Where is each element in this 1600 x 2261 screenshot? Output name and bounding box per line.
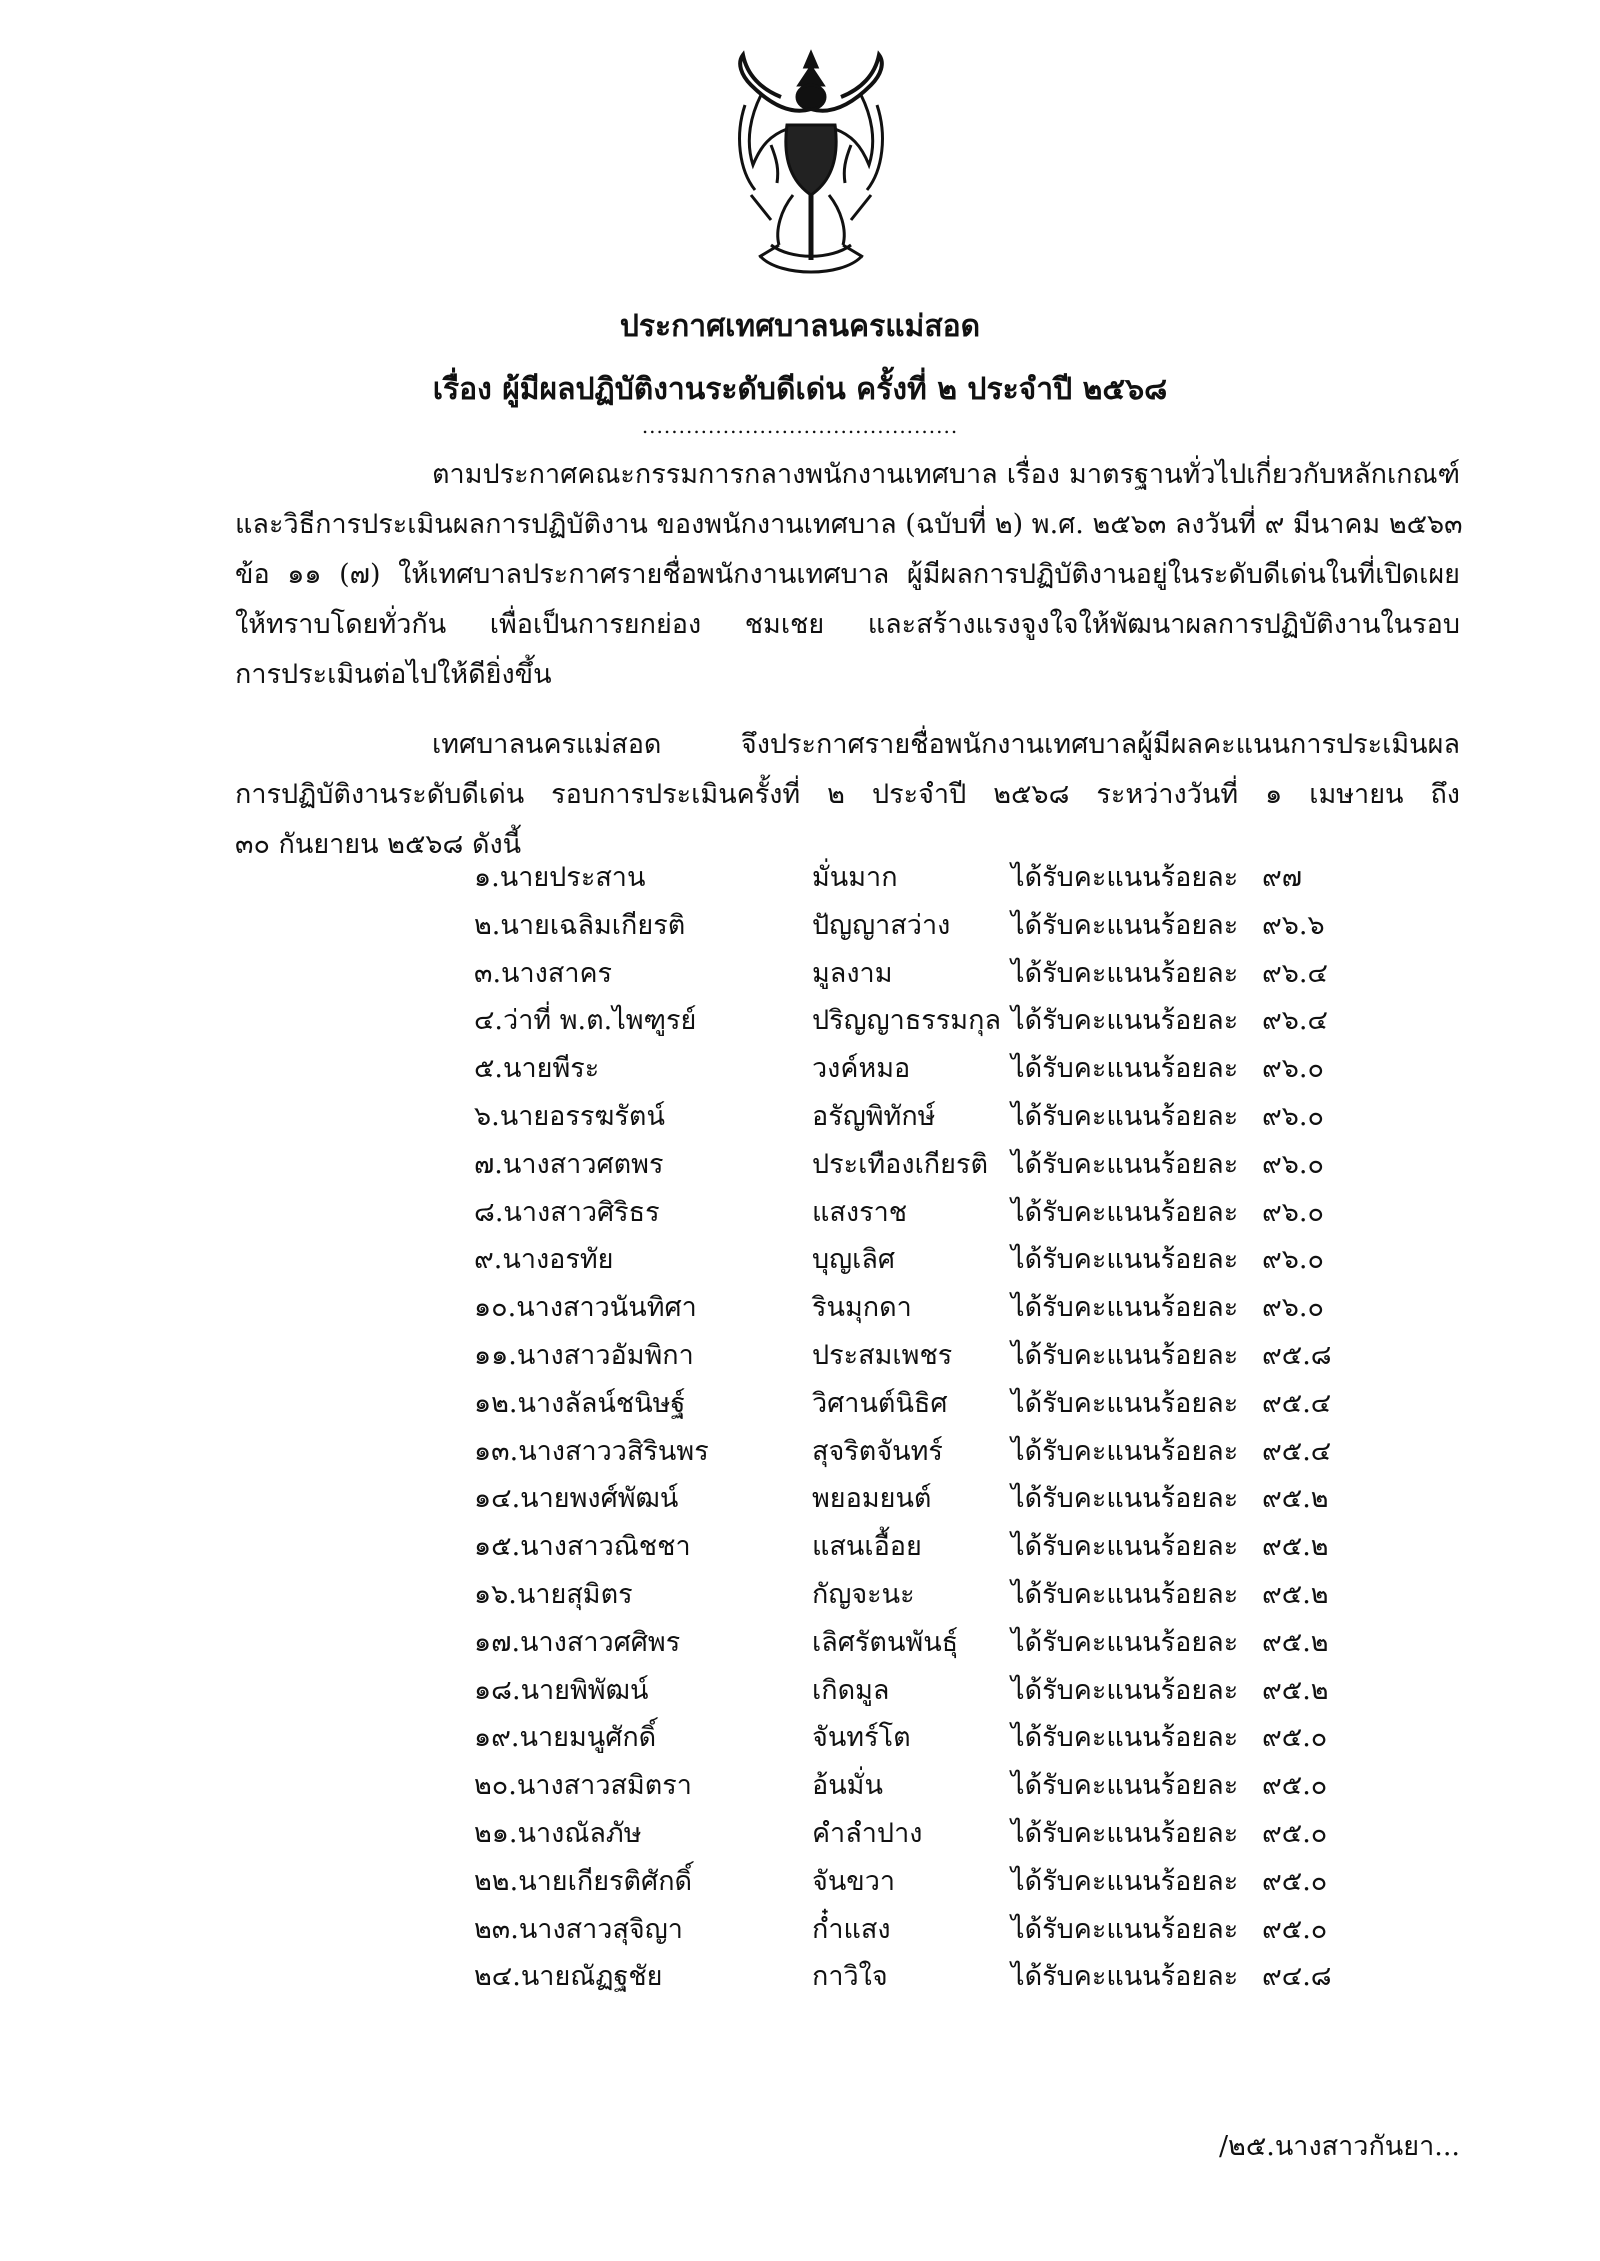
list-item-number: ๑๗.	[474, 1626, 521, 1658]
list-item-name	[474, 1333, 694, 1376]
list-item	[0, 1046, 1600, 1092]
list-item-score: ๙๖.๐	[1262, 1244, 1324, 1276]
list-item-score: ๙๕.๘	[1262, 1340, 1332, 1371]
list-item-given-name: นางสาวณิชชา	[520, 1531, 691, 1563]
list-item-name	[474, 1429, 709, 1472]
list-item-score-label: ได้รับคะแนนร้อยละ	[1011, 1483, 1239, 1515]
list-item-score-label: ได้รับคะแนนร้อยละ	[1011, 1148, 1239, 1180]
list-item-score-label: ได้รับคะแนนร้อยละ	[1011, 1435, 1239, 1467]
list-item	[0, 1190, 1600, 1236]
list-item	[0, 1620, 1600, 1666]
list-item-given-name: นายเกียรติศักดิ์	[518, 1865, 693, 1897]
list-item-number: ๑๑.	[474, 1340, 517, 1371]
list-item-number: ๘.	[474, 1196, 504, 1228]
paragraph-line: และวิธีการประเมินผลการปฏิบัติงาน ของพนักงานเทศบาล (ฉบับที่ ๒) พ.ศ. ๒๕๖๓ ลงวันที่ ๙ มีนาคม ๒๕๖๓	[235, 509, 1463, 540]
list-item-number: ๓.	[474, 957, 502, 989]
list-item-number: ๑๒.	[474, 1387, 518, 1419]
list-item-number: ๑๙.	[474, 1722, 520, 1754]
list-item-name	[474, 1046, 599, 1089]
list-item	[0, 1954, 1600, 2000]
list-item-score-label: ได้รับคะแนนร้อยละ	[1011, 1961, 1239, 1993]
list-item-number: ๑๘.	[474, 1674, 521, 1706]
list-item-score: ๙๕.๐	[1262, 1770, 1328, 1802]
list-item-surname: สุจริตจันทร์	[812, 1435, 943, 1467]
page-title: ประกาศเทศบาลนครแม่สอด	[619, 309, 981, 344]
list-item-score-label: ได้รับคะแนนร้อยละ	[1011, 1579, 1239, 1610]
list-item	[0, 1285, 1600, 1331]
list-item-name	[474, 1381, 685, 1424]
list-item-score: ๙๕.๐	[1262, 1865, 1328, 1897]
list-item-surname: แสงราช	[812, 1196, 908, 1228]
list-item-given-name: นางสาวศตพร	[502, 1148, 664, 1180]
list-item-number: ๑.	[474, 862, 500, 893]
list-item-score-label: ได้รับคะแนนร้อยละ	[1011, 1818, 1239, 1849]
list-item-score-label: ได้รับคะแนนร้อยละ	[1011, 957, 1239, 989]
list-item	[0, 1524, 1600, 1570]
list-item-score: ๙๕.๒	[1262, 1626, 1329, 1658]
list-item-number: ๒๔.	[474, 1961, 521, 1993]
list-item-given-name: นายณัฏฐชัย	[520, 1961, 663, 1993]
list-item-score: ๙๔.๘	[1262, 1961, 1332, 1993]
list-item-score: ๙๖.๐	[1262, 1101, 1324, 1132]
list-item-score-label: ได้รับคะแนนร้อยละ	[1011, 1340, 1239, 1371]
paragraph-line: การประเมินต่อไปให้ดียิ่งขึ้น	[235, 659, 552, 690]
list-item-surname: จันทร์โต	[812, 1722, 911, 1754]
list-item-name	[474, 1142, 663, 1185]
page-continuation: /๒๕.นางสาวกันยา...	[1218, 2131, 1460, 2162]
list-item	[0, 1429, 1600, 1475]
list-item	[0, 1142, 1600, 1188]
list-item-name	[474, 1668, 648, 1711]
list-item-number: ๕.	[474, 1053, 504, 1085]
list-item-score-label: ได้รับคะแนนร้อยละ	[1011, 1531, 1239, 1563]
list-item-score: ๙๕.๐	[1262, 1818, 1328, 1849]
list-item-surname: แสนเอื้อย	[812, 1531, 922, 1563]
list-item-score: ๙๗	[1262, 862, 1303, 893]
page-subject: เรื่อง ผู้มีผลปฏิบัติงานระดับดีเด่น ครั้งที่ ๒ ประจำปี ๒๕๖๘	[432, 372, 1168, 407]
list-item-score-label: ได้รับคะแนนร้อยละ	[1011, 862, 1239, 893]
list-item-score: ๙๕.๐	[1262, 1913, 1328, 1945]
list-item-name	[474, 998, 696, 1041]
list-item-score-label: ได้รับคะแนนร้อยละ	[1011, 1674, 1239, 1706]
list-item	[0, 951, 1600, 997]
list-item-name	[474, 1237, 614, 1280]
list-item-number: ๒๓.	[474, 1913, 519, 1945]
list-item-name	[474, 1285, 697, 1328]
list-item-surname: บุญเลิศ	[812, 1244, 896, 1276]
list-item-name	[474, 1907, 683, 1950]
list-item-given-name: นายพีระ	[503, 1053, 600, 1085]
paragraph-line: ข้อ ๑๑ (๗) ให้เทศบาลประกาศรายชื่อพนักงานเทศบาล ผู้มีผลการปฏิบัติงานอยู่ในระดับดีเด่นในที่เปิดเผย	[235, 559, 1460, 590]
list-item-given-name: นางสาวนันทิศา	[516, 1292, 697, 1324]
paragraph-intro	[235, 450, 1463, 700]
list-item	[0, 1333, 1600, 1379]
list-item-surname: ปริญญาธรรมกุล	[812, 1005, 1001, 1037]
list-item-score: ๙๖.๔	[1262, 957, 1328, 989]
list-item-name	[474, 1620, 680, 1663]
list-item-score: ๙๖.๐	[1262, 1148, 1324, 1180]
list-item	[0, 1763, 1600, 1809]
list-item-given-name: นางลัลน์ชนิษฐ์	[517, 1387, 686, 1419]
list-item-surname: อรัญพิทักษ์	[812, 1101, 936, 1132]
list-item-surname: รินมุกดา	[812, 1292, 912, 1324]
list-item-score: ๙๖.๔	[1262, 1005, 1328, 1037]
list-item	[0, 1859, 1600, 1905]
list-item-surname: จันขวา	[812, 1865, 896, 1897]
list-item	[0, 1811, 1600, 1857]
paragraph-line: การปฏิบัติงานระดับดีเด่น รอบการประเมินครั้งที่ ๒ ประจำปี ๒๕๖๘ ระหว่างวันที่ ๑ เมษายน ถึง	[235, 779, 1460, 810]
list-item-given-name: นายประสาน	[499, 862, 646, 893]
list-item-name	[474, 1811, 642, 1854]
list-item-number: ๔.	[474, 1005, 504, 1037]
list-item-surname: ปัญญาสว่าง	[812, 909, 951, 941]
list-item-name	[474, 1190, 660, 1233]
list-item-name	[474, 1524, 691, 1567]
list-item	[0, 855, 1600, 901]
list-item-surname: กาวิใจ	[812, 1961, 888, 1993]
list-item-score-label: ได้รับคะแนนร้อยละ	[1011, 1005, 1239, 1037]
list-item-score-label: ได้รับคะแนนร้อยละ	[1011, 1722, 1239, 1754]
list-item	[0, 1094, 1600, 1140]
list-item-name	[474, 1094, 665, 1137]
list-item-number: ๖.	[474, 1101, 500, 1132]
paragraph-line: ตามประกาศคณะกรรมการกลางพนักงานเทศบาล เรื่อง มาตรฐานทั่วไปเกี่ยวกับหลักเกณฑ์	[432, 459, 1460, 490]
list-item-score: ๙๖.๐	[1262, 1292, 1324, 1324]
list-item-surname: มั่นมาก	[812, 862, 898, 893]
list-item-name	[474, 855, 645, 898]
list-item-surname: มูลงาม	[812, 957, 893, 989]
list-item-given-name: นางสาวสมิตรา	[516, 1770, 692, 1802]
list-item-surname: กัญจะนะ	[812, 1579, 915, 1610]
list-item-score-label: ได้รับคะแนนร้อยละ	[1011, 1865, 1239, 1897]
list-item-number: ๒๒.	[474, 1865, 519, 1897]
list-item-given-name: นางสาวศิริธร	[503, 1196, 660, 1228]
list-item-score-label: ได้รับคะแนนร้อยละ	[1011, 1387, 1239, 1419]
list-item-number: ๒๐.	[474, 1770, 517, 1802]
list-item-number: ๑๓.	[474, 1435, 519, 1467]
list-item-score: ๙๕.๔	[1262, 1387, 1332, 1419]
list-item	[0, 1572, 1600, 1618]
list-item-name	[474, 1476, 678, 1519]
list-item	[0, 998, 1600, 1044]
list-item-score: ๙๖.๖	[1262, 909, 1325, 941]
list-item	[0, 903, 1600, 949]
list-item-given-name: นายอรรฆรัตน์	[499, 1101, 665, 1132]
list-item	[0, 1381, 1600, 1427]
list-item-given-name: นายมนูศักดิ์	[519, 1722, 657, 1754]
list-item-number: ๗.	[474, 1148, 503, 1180]
list-item-number: ๒๑.	[474, 1818, 518, 1849]
list-item-score: ๙๖.๐	[1262, 1196, 1324, 1228]
list-item-score: ๙๕.๐	[1262, 1722, 1328, 1754]
list-item-score-label: ได้รับคะแนนร้อยละ	[1011, 909, 1239, 941]
list-item-score: ๙๖.๐	[1262, 1053, 1324, 1085]
list-item-score: ๙๕.๒	[1262, 1579, 1329, 1610]
list-item	[0, 1907, 1600, 1953]
list-item-name	[474, 1763, 692, 1806]
list-item-score: ๙๕.๒	[1262, 1674, 1329, 1706]
list-item-surname: วิศานต์นิธิศ	[812, 1387, 948, 1419]
list-item-given-name: นางสาวศศิพร	[520, 1626, 681, 1658]
list-item-given-name: ว่าที่ พ.ต.ไพฑูรย์	[503, 1005, 697, 1037]
list-item-given-name: นางสาววสิรินพร	[518, 1435, 709, 1467]
title-divider: ...........................................	[641, 414, 959, 438]
list-item-surname: คำลำปาง	[812, 1818, 923, 1849]
list-item-name	[474, 903, 685, 946]
list-item-surname: อ้นมั่น	[812, 1770, 883, 1802]
list-item-score: ๙๕.๒	[1262, 1483, 1329, 1515]
list-item-score-label: ได้รับคะแนนร้อยละ	[1011, 1196, 1239, 1228]
list-item-given-name: นางสาวสุจิญา	[518, 1913, 683, 1945]
list-item-given-name: นายพงศ์พัฒน์	[520, 1483, 679, 1515]
list-item	[0, 1715, 1600, 1761]
paragraph-line: ให้ทราบโดยทั่วกัน เพื่อเป็นการยกย่อง ชมเชย และสร้างแรงจูงใจให้พัฒนาผลการปฏิบัติงานในรอบ	[235, 609, 1460, 640]
list-item	[0, 1668, 1600, 1714]
list-item-surname: ประสมเพชร	[812, 1340, 953, 1371]
list-item-name	[474, 1572, 633, 1615]
list-item-name	[474, 1954, 663, 1997]
list-item-score-label: ได้รับคะแนนร้อยละ	[1011, 1053, 1239, 1085]
list-item-score-label: ได้รับคะแนนร้อยละ	[1011, 1292, 1239, 1324]
list-item-surname: เลิศรัตนพันธุ์	[812, 1626, 959, 1658]
list-item-given-name: นางณัลภัษ	[517, 1818, 642, 1849]
list-item-number: ๑๔.	[474, 1483, 521, 1515]
list-item-score: ๙๕.๔	[1262, 1435, 1332, 1467]
list-item-surname: เกิดมูล	[812, 1674, 890, 1706]
list-item-given-name: นายพิพัฒน์	[520, 1674, 649, 1706]
list-item-score: ๙๕.๒	[1262, 1531, 1329, 1563]
list-item-name	[474, 1715, 656, 1758]
list-item-score-label: ได้รับคะแนนร้อยละ	[1011, 1770, 1239, 1802]
list-item-surname: พยอมยนต์	[812, 1483, 932, 1515]
paragraph-announcement	[235, 720, 1460, 870]
list-item-number: ๙.	[474, 1244, 503, 1276]
list-item-number: ๑๐.	[474, 1292, 517, 1324]
list-item	[0, 1237, 1600, 1283]
list-item-name	[474, 951, 612, 994]
list-item-number: ๑๖.	[474, 1579, 517, 1610]
garuda-emblem-icon	[731, 45, 891, 295]
list-item-name	[474, 1859, 692, 1902]
list-item-surname: ประเทืองเกียรติ	[812, 1148, 989, 1180]
list-item-score-label: ได้รับคะแนนร้อยละ	[1011, 1626, 1239, 1658]
list-item-number: ๒.	[474, 909, 501, 941]
list-item-given-name: นายเฉลิมเกียรติ	[500, 909, 686, 941]
list-item	[0, 1476, 1600, 1522]
paragraph-line: ๓๐ กันยายน ๒๕๖๘ ดังนี้	[235, 829, 522, 860]
list-item-surname: วงค์หมอ	[812, 1053, 911, 1085]
paragraph-line: เทศบาลนครแม่สอด จึงประกาศรายชื่อพนักงานเทศบาลผู้มีผลคะแนนการประเมินผล	[432, 729, 1460, 760]
list-item-number: ๑๕.	[474, 1531, 521, 1563]
list-item-score-label: ได้รับคะแนนร้อยละ	[1011, 1913, 1239, 1945]
list-item-score-label: ได้รับคะแนนร้อยละ	[1011, 1101, 1239, 1132]
list-item-given-name: นายสุมิตร	[516, 1579, 633, 1610]
list-item-given-name: นางสาวอัมพิกา	[516, 1340, 694, 1371]
list-item-score-label: ได้รับคะแนนร้อยละ	[1011, 1244, 1239, 1276]
list-item-given-name: นางอรทัย	[502, 1244, 614, 1276]
list-item-given-name: นางสาคร	[501, 957, 613, 989]
list-item-surname: ก๋ำแสง	[812, 1913, 891, 1945]
